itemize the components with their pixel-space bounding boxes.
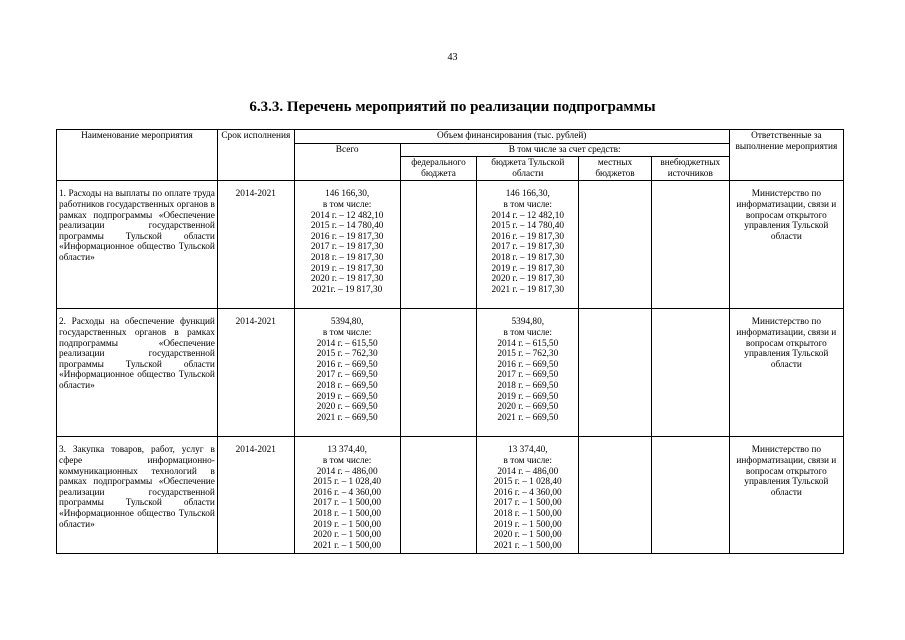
amount-line: 2015 г. – 762,30: [497, 349, 559, 360]
measures-table: [56, 129, 844, 554]
cell-name: 2. Расходы на обеспечение функций государственных органов в рамках подпрограммы «Обеспечение реализации государственной программы Тульской области «Информационное общество Тульской области»: [57, 309, 218, 437]
amount-line: 2017 г. – 19 817,30: [491, 242, 565, 253]
amount-line: 2020 г. – 19 817,30: [310, 274, 384, 285]
table-row: [57, 181, 844, 309]
amount-line: 13 374,40,: [508, 445, 548, 456]
header-total: Всего: [294, 143, 400, 181]
cell-responsible: Министерство по информатизации, связи и вопросам открытого управления Тульской области: [729, 309, 843, 437]
table-row: [57, 309, 844, 437]
amount-line: 2016 г. – 669,50: [316, 359, 378, 370]
amount-line: 2014 г. – 615,50: [316, 338, 378, 349]
amount-line: 2018 г. – 669,50: [316, 380, 378, 391]
amount-line: 2018 г. – 19 817,30: [491, 252, 565, 263]
amount-line: 2020 г. – 669,50: [497, 402, 559, 413]
amount-line: 2016 г. – 19 817,30: [310, 231, 384, 242]
amount-line: 2021 г. – 669,50: [316, 412, 378, 423]
amount-line: 2014 г. – 615,50: [497, 338, 559, 349]
table-row: [57, 437, 844, 554]
cell-term: 2014-2021: [217, 437, 294, 554]
cell-extra: [651, 437, 729, 554]
amount-line: 2017 г. – 669,50: [316, 370, 378, 381]
amount-line: в том числе:: [503, 327, 553, 338]
amount-line: 2019 г. – 1 500,00: [313, 519, 382, 530]
page-number: 43: [447, 52, 458, 63]
cell-term: 2014-2021: [217, 309, 294, 437]
cell-federal: [400, 309, 477, 437]
amount-line: 2019 г. – 669,50: [497, 391, 559, 402]
amount-line: в том числе:: [503, 199, 553, 210]
amount-line: 2021 г. – 1 500,00: [493, 540, 562, 551]
amount-line: 2016 г. – 669,50: [497, 359, 559, 370]
cell-extra: [651, 309, 729, 437]
amount-line: 2015 г. – 14 780,40: [491, 221, 565, 232]
amount-line: 2017 г. – 1 500,00: [313, 498, 382, 509]
cell-local: [579, 309, 652, 437]
amount-line: в том числе:: [503, 455, 553, 466]
amount-line: в том числе:: [322, 455, 372, 466]
cell-total: [294, 437, 400, 554]
amount-line: 2015 г. – 1 028,40: [313, 477, 382, 488]
amount-line: 2015 г. – 762,30: [316, 349, 378, 360]
amount-line: 2016 г. – 4 360,00: [313, 487, 382, 498]
amount-line: 2016 г. – 4 360,00: [493, 487, 562, 498]
amount-line: 2018 г. – 19 817,30: [310, 252, 384, 263]
amount-line: 2017 г. – 669,50: [497, 370, 559, 381]
amount-line: 2020 г. – 19 817,30: [491, 274, 565, 285]
header-name: Наименование мероприятия: [57, 130, 218, 181]
amount-line: 5394,80,: [330, 317, 364, 328]
amount-line: 2020 г. – 1 500,00: [313, 530, 382, 541]
amount-line: 2014 г. – 12 482,10: [310, 210, 384, 221]
cell-local: [579, 181, 652, 309]
amount-line: 2020 г. – 669,50: [316, 402, 378, 413]
cell-regional: [477, 181, 579, 309]
amount-line: 2021г. – 19 817,30: [312, 284, 383, 295]
amount-line: 2014 г. – 486,00: [497, 466, 559, 477]
amount-line: 2017 г. – 1 500,00: [493, 498, 562, 509]
cell-local: [579, 437, 652, 554]
cell-name: 3. Закупка товаров, работ, услуг в сфере информационно-коммуникационных технологий в рамках подпрограммы «Обеспечение реализации государственной программы Тульской области «Информационное общество Тульской области»: [57, 437, 218, 554]
header-term: Срок исполнения: [217, 130, 294, 181]
cell-total: [294, 181, 400, 309]
amount-line: 2018 г. – 1 500,00: [493, 508, 562, 519]
cell-total: [294, 309, 400, 437]
amount-line: 13 374,40,: [327, 445, 367, 456]
amount-line: 2016 г. – 19 817,30: [491, 231, 565, 242]
amount-line: 146 166,30,: [505, 189, 550, 200]
amount-line: 2019 г. – 19 817,30: [310, 263, 384, 274]
amount-line: 2014 г. – 12 482,10: [491, 210, 565, 221]
amount-line: 2019 г. – 19 817,30: [491, 263, 565, 274]
amount-line: 2021 г. – 19 817,30: [491, 284, 565, 295]
cell-extra: [651, 181, 729, 309]
amount-line: 2020 г. – 1 500,00: [493, 530, 562, 541]
amount-line: 2015 г. – 1 028,40: [493, 477, 562, 488]
amount-line: 2015 г. – 14 780,40: [310, 221, 384, 232]
header-local: местных бюджетов: [579, 157, 652, 181]
amount-line: в том числе:: [322, 199, 372, 210]
amount-line: 2017 г. – 19 817,30: [310, 242, 384, 253]
amount-line: 2014 г. – 486,00: [316, 466, 378, 477]
header-funding: Объем финансирования (тыс. рублей): [294, 130, 729, 144]
amount-line: 2018 г. – 669,50: [497, 380, 559, 391]
cell-responsible: Министерство по информатизации, связи и вопросам открытого управления Тульской области: [729, 437, 843, 554]
header-federal: федерального бюджета: [400, 157, 477, 181]
amount-line: 5394,80,: [511, 317, 545, 328]
amount-line: 2019 г. – 669,50: [316, 391, 378, 402]
amount-line: 2021 г. – 1 500,00: [313, 540, 382, 551]
cell-federal: [400, 181, 477, 309]
amount-line: 146 166,30,: [325, 189, 370, 200]
amount-line: 2019 г. – 1 500,00: [493, 519, 562, 530]
amount-line: 2021 г. – 669,50: [497, 412, 559, 423]
cell-name: 1. Расходы на выплаты по оплате труда работников государственных органов в рамках подпрограммы «Обеспечение реализации государственной программы Тульской области «Информационное общество Тульской области»: [57, 181, 218, 309]
cell-federal: [400, 437, 477, 554]
cell-term: 2014-2021: [217, 181, 294, 309]
page-title: 6.3.3. Перечень мероприятий по реализации подпрограммы: [249, 99, 656, 115]
amount-line: в том числе:: [322, 327, 372, 338]
cell-regional: [477, 437, 579, 554]
header-responsible: Ответственные за выполнение мероприятия: [729, 130, 843, 181]
header-extra: внебюджетных источников: [651, 157, 729, 181]
cell-regional: [477, 309, 579, 437]
header-including: В том числе за счет средств:: [400, 143, 729, 157]
cell-responsible: Министерство по информатизации, связи и вопросам открытого управления Тульской области: [729, 181, 843, 309]
header-regional: бюджета Тульской области: [477, 157, 579, 181]
amount-line: 2018 г. – 1 500,00: [313, 508, 382, 519]
